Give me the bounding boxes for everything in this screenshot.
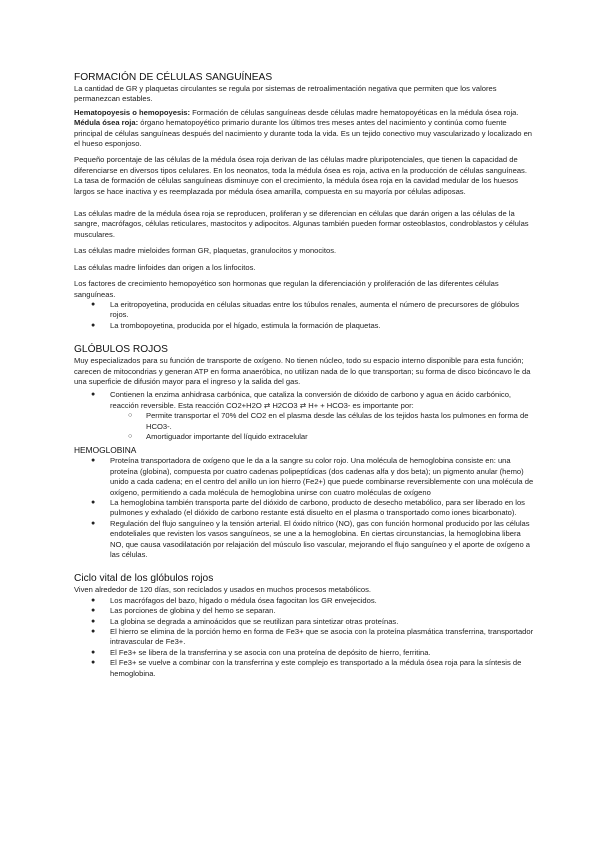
definition-term: Médula ósea roja: bbox=[74, 118, 139, 128]
definition-hematopoyesis bbox=[74, 108, 534, 118]
intro-paragraph: La cantidad de GR y plaquetas circulantes se regula por sistemas de retroalimentación negativa que permiten que los valores permanezcan estables. bbox=[74, 84, 497, 104]
bullet-icon: ● bbox=[91, 628, 96, 636]
bullet-icon: ● bbox=[91, 391, 96, 399]
bullet-icon: ● bbox=[91, 659, 96, 667]
list-item: ● La hemoglobina también transporta parte del dióxido de carbono, producto de desecho metabólico, para ser liberado en los pulmones y exhalado (el dióxido de carbono restante está disuelto en el plasma o transportado como iones bicarbonato). bbox=[91, 498, 525, 518]
growth-factors-paragraph: Los factores de crecimiento hemopoyético son hormonas que regulan la diferenciación y proliferación de las diferentes células sanguíneas. bbox=[74, 279, 499, 299]
cycle-paragraph: Viven alrededor de 120 días, son reciclados y usados en muchos procesos metabólicos. bbox=[74, 585, 372, 595]
bullet-icon: ● bbox=[91, 607, 96, 615]
rbc-paragraph: Muy especializados para su función de transporte de oxígeno. No tienen núcleo, todo su espacio interno disponible para esta función; carecen de mitocondrias y generan ATP en forma anaeróbica, no utilizan nada de lo que transportan; su forma de disco bicóncavo le da una superficie de difusión mayor para el ingreso y la salida del gas. bbox=[74, 356, 531, 386]
sub-bullet-icon: ○ bbox=[128, 432, 133, 440]
list-item: ● Los macrófagos del bazo, hígado o médula ósea fagocitan los GR envejecidos. bbox=[91, 595, 377, 605]
bullet-icon: ● bbox=[91, 596, 96, 604]
document-page bbox=[74, 71, 534, 679]
list-item: ● El Fe3+ se vuelve a combinar con la transferrina y este complejo es transportado a la médula ósea roja para la síntesis de hemoglobina. bbox=[91, 658, 522, 678]
list-item: ● La trombopoyetina, producida por el hígado, estimula la formación de plaquetas. bbox=[91, 320, 381, 330]
list-item: ● El Fe3+ se libera de la transferrina y se asocia con una proteína de depósito de hierro, ferritina. bbox=[91, 647, 431, 657]
stem-cells-paragraph: Las células madre de la médula ósea roja se reproducen, proliferan y se diferencian en células que darán origen a las células de la sangre, macrófagos, células reticulares, mastocitos y adipocitos. Algunas también pueden formar osteoblastos, condroblastos y células musculares. bbox=[74, 209, 529, 239]
section-heading-hemoglobina: HEMOGLOBINA bbox=[74, 445, 137, 456]
list-item: ● La globina se degrada a aminoácidos que se reutilizan para sintetizar otras proteínas. bbox=[91, 616, 399, 626]
list-item: ● Proteína transportadora de oxígeno que le da a la sangre su color rojo. Una molécula de hemoglobina consiste en: una proteína (globina), compuesta por cuatro cadenas polipeptídicas (dos cadenas alfa y dos beta); un pigmento anular (hemo) unido a cada cadena; en el centro del anillo un ion hierro (Fe2+) que puede combinarse reversiblemente con una molécula de oxígeno, permitiendo a cada molécula de hemoglobina unirse con cuatro moléculas de oxígeno bbox=[91, 456, 534, 497]
list-item: ○ Permite transportar el 70% del CO2 en el plasma desde las células de los tejidos hasta los pulmones en forma de HCO3-. bbox=[128, 411, 529, 431]
list-item: ○ Amortiguador importante del líquido extracelular bbox=[128, 431, 308, 441]
bullet-icon: ● bbox=[91, 499, 96, 506]
definition-medula bbox=[74, 118, 534, 149]
list-item: ● La eritropoyetina, producida en células situadas entre los túbulos renales, aumenta el número de precursores de glóbulos rojos. bbox=[91, 299, 520, 320]
bullet-icon: ● bbox=[91, 300, 96, 308]
bullet-icon: ● bbox=[91, 617, 96, 625]
rbc-list bbox=[74, 390, 534, 411]
lymphoid-paragraph: Las células madre linfoides dan origen a los linfocitos. bbox=[74, 262, 256, 272]
section-heading-globulos-rojos: GLÓBULOS ROJOS bbox=[74, 344, 168, 356]
bullet-icon: ● bbox=[91, 321, 96, 329]
definition-text: Formación de células sanguíneas desde células madre hematopoyéticas en la médula ósea roja. bbox=[190, 107, 519, 117]
list-item: ● El hierro se elimina de la porción hemo en forma de Fe3+ que se asocia con la proteína plasmática transferrina, transportador intravascular de Fe3+. bbox=[91, 627, 534, 647]
myeloid-paragraph: Las células madre mieloides forman GR, plaquetas, granulocitos y monocitos. bbox=[74, 246, 337, 256]
bullet-icon: ● bbox=[91, 519, 96, 527]
definition-text: órgano hematopoyético primario durante los últimos tres meses antes del nacimiento y continúa como fuente principal de células sanguíneas después del nacimiento y durante toda la vida. Es un tejido conectivo muy vascularizado y localizado en el hueso esponjoso. bbox=[74, 118, 533, 149]
page-title: FORMACIÓN DE CÉLULAS SANGUÍNEAS bbox=[74, 72, 273, 83]
list-item: ● Regulación del flujo sanguíneo y la tensión arterial. El óxido nítrico (NO), gas con función hormonal producido por las células endoteliales que revisten los vasos sanguíneos, se une a la hemoglobina. En ciertas circunstancias, la hemoglobina libera NO, que causa vasodilatación por relajación del músculo liso vascular, mejorando el flujo sanguíneo y el aporte de oxígeno a las células. bbox=[91, 518, 531, 560]
sub-bullet-icon: ○ bbox=[128, 412, 133, 420]
rbc-sublist bbox=[74, 411, 534, 442]
list-item: ● Las porciones de globina y del hemo se separan. bbox=[91, 606, 276, 616]
list-item: ● Contienen la enzima anhidrasa carbónica, que cataliza la conversión de dióxido de carbono y agua en ácido carbónico, reacción reversible. Esta reacción CO2+H2O ⇄ H2CO3 ⇄ H+ + HCO3- es importante por: bbox=[91, 390, 512, 410]
bullet-icon: ● bbox=[91, 648, 96, 656]
pluripotent-paragraph: Pequeño porcentaje de las células de la médula ósea roja derivan de las células madre pluripotenciales, que tienen la capacidad de diferenciarse en diversos tipos celulares. En los neonatos, toda la médula ósea es roja, activa en la producción de células sanguíneas. La tasa de formación de células sanguíneas disminuye con el crecimiento, la médula ósea roja en la cavidad medular de los huesos largos se hace inactiva y es reemplazada por médula ósea amarilla, compuesta en su mayoría por células adiposas. bbox=[74, 155, 527, 196]
hemoglobin-list bbox=[74, 456, 534, 560]
definition-term: Hematopoyesis o hemopoyesis: bbox=[74, 107, 191, 117]
bullet-icon: ● bbox=[91, 457, 96, 465]
growth-factors-list bbox=[74, 300, 534, 331]
section-heading-ciclo-vital: Ciclo vital de los glóbulos rojos bbox=[74, 573, 214, 585]
cycle-list bbox=[74, 596, 534, 679]
